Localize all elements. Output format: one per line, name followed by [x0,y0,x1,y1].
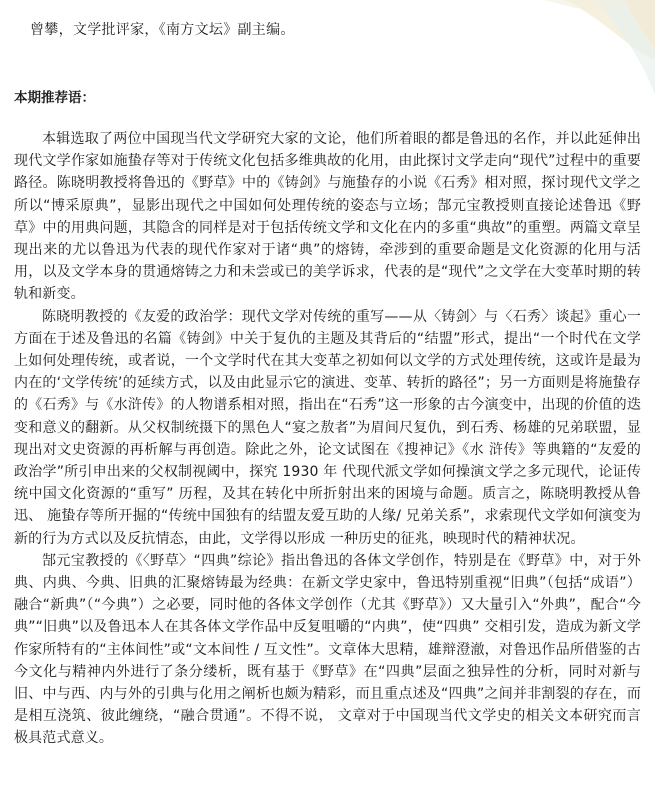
section-title: 本期推荐语： [14,90,95,106]
author-bio: 曾攀，文学批评家，《南方文坛》副主编。 [30,22,295,38]
paragraph-1: 本辑选取了两位中国现当代文学研究大家的文论，他们所着眼的都是鲁迅的名作，并以此延伸出现代文学作家如施蛰存等对于传统文化包括多维典故的化用，由此探讨文学走向“现代”过程中的重要路径。陈晓明教授将鲁迅的《野草》中的《铸剑》与施蛰存的小说《石秀》相对照，探讨现代文学之所以“博采原典”，显影出现代之中国如何处理传统的姿态与立场；郜元宝教授则直接论述鲁迅《野草》中的用典问题，其隐含的同样是对于包括传统文学和文化在内的多重“典故”的重塑。两篇文章呈现出来的尤以鲁迅为代表的现代作家对于诸“典”的熔铸，牵涉到的重要命题是文化资源的化用与活用，以及文学本身的贯通熔铸之力和未尝或已的美学诉求，代表的是“现代”之文学在大变革时期的转轨和新变。 [14,131,641,303]
recommendation-body [14,128,641,750]
paragraph-3: 郜元宝教授的《〈野草〉“四典”综论》指出鲁迅的各体文学创作，特别是在《野草》中，对于外典、内典、今典、旧典的汇聚熔铸最为经典：在新文学史家中，鲁迅特别重视“旧典”（包括“成语”）融合“新典”（“今典”）之必要，同时他的各体文学创作（尤其《野草》）又大量引入“外典”，配合“今 典”“旧典”以及鲁迅本人在其各体文学作品中反复咀嚼的“内典”，使“四典” 交相引发，造成为新文学作家所特有的“主体间性”或“文本间性 / 互文性”。文章体大思精，雄辩澄澈，对鲁迅作品所借鉴的古今文化与精神内外进行了条分缕析，既有基于《野草》在“四典”层面之独异性的分析，同时对新与旧、中与西、内与外的引典与化用之阐析也颇为精彩，而且重点述及“四典”之间并非割裂的存在，而是相互浇筑、彼此缠绕，“融合贯通”。不得不说， 文章对于中国现当代文学史的相关文本研究而言极具范式意义。 [14,552,641,747]
paragraph-2: 陈晓明教授的《友爱的政治学：现代文学对传统的重写——从〈铸剑〉与〈石秀〉谈起》重心一方面在于述及鲁迅的名篇《铸剑》中关于复仇的主题及其背后的“结盟”形式，提出“一个时代在文学上如何处理传统，或者说，一个文学时代在其大变革之初如何以文学的方式处理传统，这或许是最为内在的‘文学传统’的延续方式，以及由此显示它的演进、变革、转折的路径”；另一方面则是将施蛰存的《石秀》与《水浒传》的人物谱系相对照，指出在“石秀”这一形象的古今演变中，出现的价值的迭变和意义的翻新。从父权制统摄下的黑色人“宴之敖者”为眉间尺复仇，到石秀、杨雄的兄弟联盟，显现出对文史资源的再析解与再创造。除此之外，论文试图在《搜神记》《水 浒传》等典籍的“友爱的政治学”所引申出来的父权制视阈中，探究 1930 年 代现代派文学如何操演文学之多元现代，论证传统中国文化资源的“重写” 历程，及其在转化中所折射出来的困境与命题。质言之，陈晓明教授从鲁迅、 施蛰存等所开掘的“传统中国独有的结盟友爱互助的人缘/ 兄弟关系”，求索现代文学如何演变为新的行为方式以及反抗情态，由此，文学得以形成 一种历史的征兆，映现时代的精神状况。 [14,308,641,547]
